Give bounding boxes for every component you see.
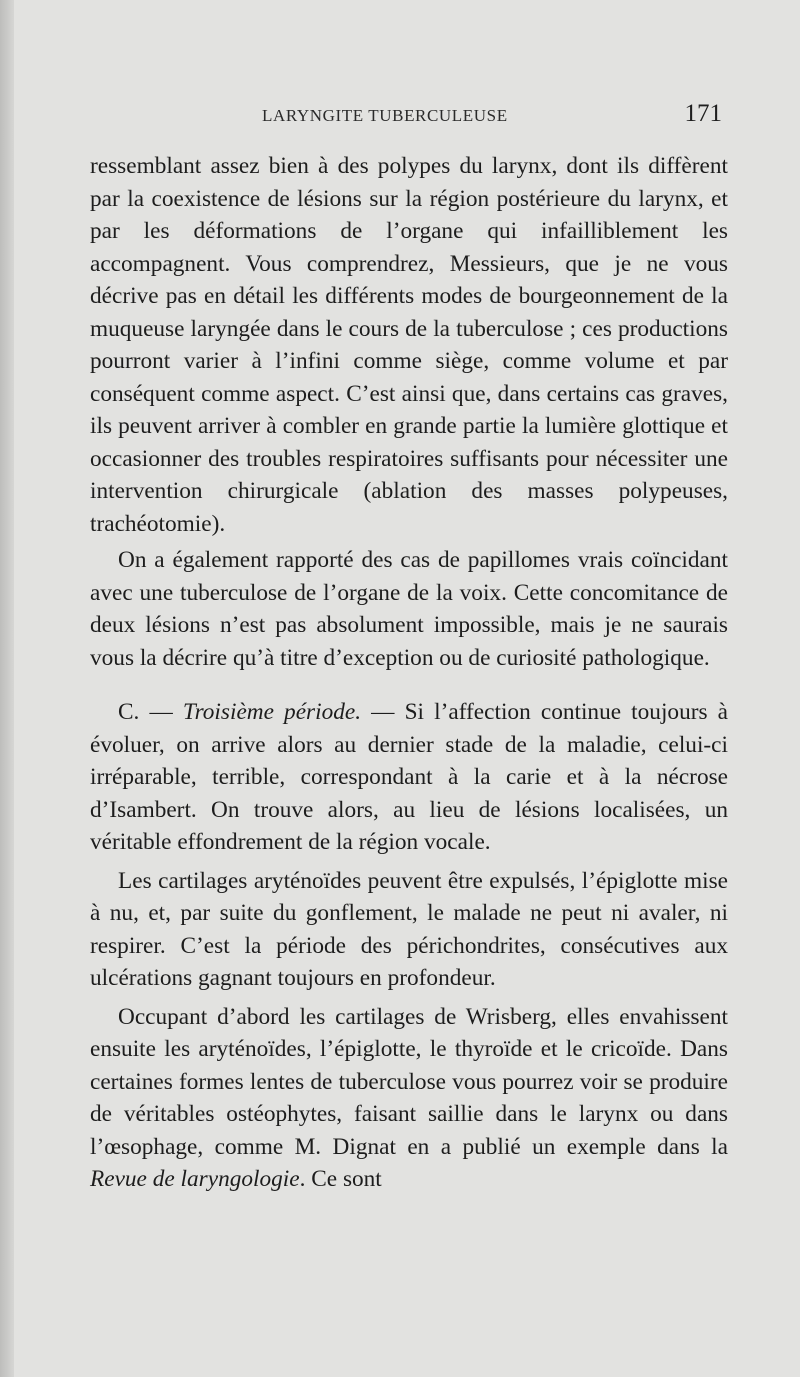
- section-label: C. —: [118, 699, 183, 725]
- paragraph-1-text: ressemblant assez bien à des polypes du larynx, dont ils diffèrent par la coexistence de lésions sur la région postérieure du larynx, et par les déformations de l’organe qui infailliblement les accompagnent. Vous comprendrez, Messieurs, que je ne vous décrive pas en détail les différents modes de bourgeonnement de la muqueuse laryngée dans le cours de la tuberculose ; ces productions pourront varier à l’infini comme siège, comme volume et par conséquent comme aspect. C’est ainsi que, dans certains cas graves, ils peuvent arriver à combler en grande partie la lumière glottique et occasionner des troubles respiratoires suffisants pour nécessiter une intervention chirurgicale (ablation des masses polypeuses, trachéotomie).: [90, 153, 728, 537]
- page-header: [90, 100, 730, 134]
- paragraph-4-text: Les cartilages aryténoïdes peuvent être expulsés, l’épiglotte mise à nu, et, par suite du gonflement, le malade ne peut ni avaler, ni respirer. C’est la période des périchondrites, consécutives aux ulcérations gagnant toujours en profondeur.: [90, 867, 728, 991]
- paragraph-3: [90, 696, 728, 859]
- paragraph-2: [90, 544, 728, 674]
- paragraph-5: [90, 1001, 728, 1196]
- page-number: 171: [684, 100, 722, 127]
- paragraph-1: [90, 150, 728, 540]
- body-text: [90, 150, 728, 1196]
- section-heading: Troisième période.: [182, 699, 362, 725]
- paragraph-5-text-after: . Ce sont: [299, 1166, 382, 1192]
- journal-title: Revue de laryngologie: [90, 1166, 300, 1192]
- paragraph-3-text: — Si l’affection continue toujours à évoluer, on arrive alors au dernier stade de la maladie, celui-ci irréparable, terrible, correspondant à la carie et à la nécrose d’Isambert. On trouve alors, au lieu de lésions localisées, un véritable effondrement de la région vocale.: [90, 699, 729, 855]
- paragraph-5-text-before: Occupant d’abord les cartilages de Wrisberg, elles envahissent ensuite les aryténoïdes, l’épiglotte, le thyroïde et le cricoïde. Dans certaines formes lentes de tuberculose vous pourrez voir se produire de véritables ostéophytes, faisant saillie dans le larynx ou dans l’œsophage, comme M. Dignat en a publié un exemple dans la: [90, 1003, 728, 1160]
- paragraph-4: [90, 865, 728, 995]
- paragraph-2-text: On a également rapporté des cas de papillomes vrais coïncidant avec une tuberculose de l’organe de la voix. Cette concomitance de deux lésions n’est pas absolument impossible, mais je ne saurais vous la décrire qu’à titre d’exception ou de curiosité pathologique.: [90, 547, 728, 671]
- running-title: LARYNGITE TUBERCULEUSE: [262, 106, 508, 125]
- page-binding-shadow: [0, 0, 14, 1377]
